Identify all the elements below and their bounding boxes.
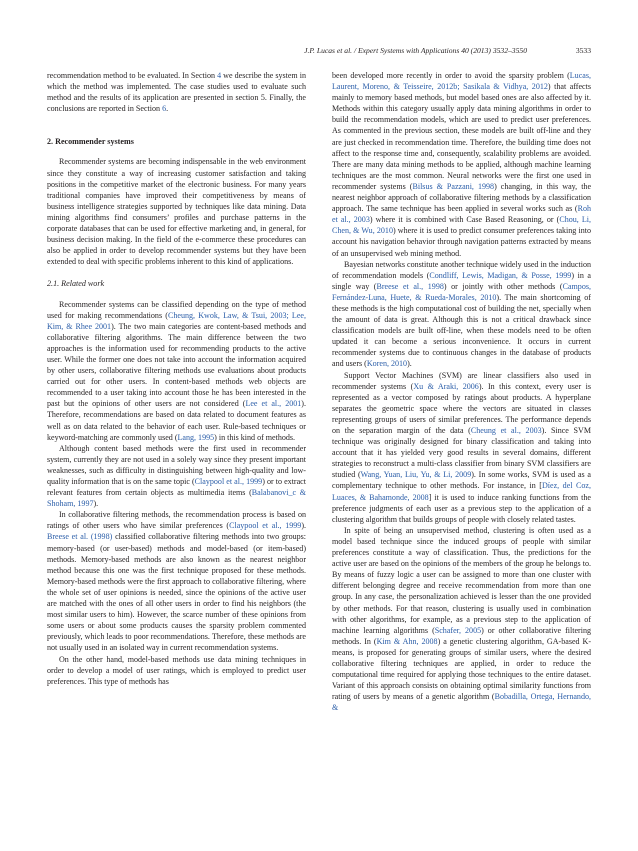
text-run: ) where it is used to predict consumer preferences taking into account his navigation behavior through navigation patterns extracted by means of an unsupervised web mining method. <box>332 226 591 258</box>
text-run: On the other hand, model-based methods use data mining techniques in order to develop a model of user ratings, which is employed to predict user preferences. This type of methods has <box>47 654 306 686</box>
page-number: 3533 <box>575 46 591 55</box>
citation-link[interactable]: Condliff, Lewis, Madigan, & Posse, 1999 <box>429 270 572 280</box>
citation-link[interactable]: Schafer, 2005 <box>434 625 482 635</box>
text-run: ) where it is combined with Case Based Reasoning, or ( <box>369 215 560 225</box>
related-work-paragraph-1 <box>47 299 306 443</box>
text-run: ] it is used to induce ranking functions from the preference judgments of each user as a previous step to the application of a clustering algorithm that builds groups of people with closely related tastes. <box>332 492 591 524</box>
citation-link[interactable]: Xu & Araki, 2006 <box>413 381 479 391</box>
citation-link[interactable]: Lee et al., 2001 <box>245 399 302 409</box>
related-work-paragraph-4 <box>47 654 306 687</box>
text-run: ). Since SVM technique was originally designed for binary classification and taking into account that it has yielded very good results in several domains, different strategies to reconstruct a multi-class classifier from binary SVM classifiers are studied ( <box>332 426 591 480</box>
text-run: ). The main shortcoming of these methods is the high computational cost of building the net, specially when the amount of data is great. Although this is not a critical drawback since classification models are built off-line, when these models need to be often updated it can become a serious inconvenience. It occurs in current recommender systems due to continuous changes in the database of products and users ( <box>332 292 591 369</box>
text-run: ) in this kind of methods. <box>214 432 296 442</box>
text-run: been developed more recently in order to avoid the sparsity problem ( <box>332 71 570 80</box>
text-run: Support Vector Machines (SVM) are linear classifiers also used in recommender systems ( <box>332 370 591 391</box>
text-run: . <box>166 104 169 114</box>
right-column <box>332 70 591 713</box>
running-header <box>47 46 591 58</box>
right-paragraph-2 <box>332 259 591 370</box>
text-run: ) or jointly with other methods ( <box>443 281 563 291</box>
text-run: ) a genetic clustering algorithm, GA-based K-means, is proposed for generating groups of similar users, where the desired collaborative filtering techniques are applied, in order to reduce the computational time required for applying those techniques to the entire dataset. Variant of this approach consists on obtaining optimal similarity functions from rating of users by means of a genetic algorithm ( <box>332 636 591 702</box>
text-run: classified collaborative filtering methods into two groups: memory-based (or user-based) methods and model-based (or item-based) methods. Memory-based methods are also known as the nearest neighbor method because this one was the first technique proposed for these methods. Memory-based methods were the first approach to collaborative filtering, where the whole set of user opinions is needed, since the opinions of the active user are matched with the ones of all other users in order to find his neighbors (the most similar users to him). However, the scarce number of these opinions from some users or about some products causes the sparsity problem commented previously, which leads to poor recommendations. Therefore, these methods are not usually used in an isolated way in current recommendation systems. <box>47 532 307 653</box>
text-run: ) or to extract relevant features from certain objects as multimedia items ( <box>47 477 306 498</box>
text-run: ). <box>301 521 307 531</box>
text-run: ) in a single way ( <box>332 270 591 291</box>
related-work-paragraph-3 <box>47 509 306 653</box>
intro-paragraph <box>47 70 306 114</box>
citation-link[interactable]: Chou, Li, Chen, & Wu, 2010 <box>332 215 591 236</box>
citation-link[interactable]: Bobadilla, Ortega, Hernando, & <box>332 692 592 713</box>
citation-link[interactable]: Koren, 2010 <box>366 359 408 369</box>
subsection-heading: 2.1. Related work <box>47 279 105 289</box>
right-paragraph-1 <box>332 70 591 259</box>
running-head: J.P. Lucas et al. / Expert Systems with Applications 40 (2013) 3532–3550 <box>304 46 527 55</box>
text-run: Recommender systems are becoming indispensable in the web environment since they constitute a way of increasing customer satisfaction and taking positions in the competitive market of the electronic business. For many years traditional companies have improved their competitiveness by means of business intelligence strategies supported by techniques like data mining. Data mining algorithms find consumers’ profiles and purchase patterns in the corporate databases that can be used for effective marketing and, in general, for business decision making. In the field of the e-commerce these procedures can also be applied in order to develop recommender systems but they have been extended to deal with specific problems inherent to this kind of applications. <box>47 157 306 267</box>
text-run: In spite of being an unsupervised method, clustering is often used as a model based technique since the induced groups of people with similar preferences constitute a way of classification. Thus, the predictions for the active user are based on the opinions of the members of the group he belongs to. By means of fuzzy logic a user can be assigned to more than one cluster with different belonging degree and receive recommendation from more than one group. In any case, the personalization achieved is lesser than the one provided by other methods. For that reason, clustering is usually used in combination with other algorithms, for example, as a previous step to the application of machine learning algorithms ( <box>332 525 591 635</box>
citation-link[interactable]: Díez, del Coz, Luaces, & Bahamonde, 2008 <box>332 481 591 502</box>
citation-link[interactable]: Lang, 1995 <box>177 432 215 442</box>
citation-link[interactable]: Lucas, Laurent, Moreno, & Teisseire, 2012b; Sasikala & Vidhya, 2012 <box>332 71 591 92</box>
text-run: Recommender systems can be classified depending on the type of method used for making recommendations ( <box>47 299 306 320</box>
text-run: Bayesian networks constitute another technique widely used in the induction of recommendation models ( <box>332 259 591 280</box>
text-run: ) or other collaborative filtering methods. In ( <box>332 625 591 646</box>
citation-link[interactable]: Claypool et al., 1999 <box>194 477 263 486</box>
text-run: ). Therefore, recommendations are based on data related to document features as well as on data related to the behavior of each user. Rule-based techniques or keyword-matching are commonly used ( <box>47 399 306 442</box>
section-paragraph <box>47 156 306 267</box>
citation-link[interactable]: Breese et al., 1998 <box>376 281 444 291</box>
text-run: In collaborative filtering methods, the recommendation process is based on ratings of other users who have similar preferences ( <box>47 510 306 531</box>
citation-link[interactable]: Balabanovi_c & Shoham, 1997 <box>47 488 307 509</box>
right-paragraph-4 <box>332 525 591 714</box>
citation-link[interactable]: Breese et al. (1998) <box>47 532 113 542</box>
citation-link[interactable]: Roh et al., 2003 <box>332 204 591 225</box>
text-run: recommendation method to be evaluated. In Section <box>47 71 218 80</box>
citation-link[interactable]: Wang, Yuan, Liu, Yu, & Li, 2009 <box>360 470 472 480</box>
citation-link[interactable]: 6 <box>162 104 167 114</box>
text-run: ) changing, in this way, the nearest neighbor approach of collaborative filtering methods by a classification approach. The same technique has been applied in several works such as ( <box>332 181 592 214</box>
citation-link[interactable]: Kim & Ahn, 2008 <box>376 636 438 646</box>
section-heading: 2. Recommender systems <box>47 137 134 147</box>
citation-link[interactable]: Cheung et al., 2003 <box>470 426 542 435</box>
text-run: ). The two main categories are content-based methods and collaborative filtering algorithms. The main difference between the two approaches is the information used for recommending products to the active user. While the former one does not take into account the information acquired by other users, collaborative filtering methods use evaluations about products carried out for other users. In content-based methods web objects are recommended to a user taking into account those he has been interested in the past but the opinions of other users are not considered ( <box>47 321 306 409</box>
text-run: ). In some works, SVM is used as a complementary technique to other methods. For instance, in [ <box>332 470 591 491</box>
citation-link[interactable]: Campos, Fernández-Luna, Huete, & Rueda-Morales, 2010 <box>332 281 591 302</box>
text-run: ) that affects mainly to memory based methods, but model based ones are also affected by it. Methods within this category usually apply data mining algorithms in order to build the recommendation models, which are used to predict user preferences. As commented in the previous section, these models are built off-line and they are just checked in recommendation time. Therefore, the building time does not affect to the response time and, consequently, scalability problems are avoided. There are many data mining methods to be applied, although machine learning techniques are the most common. Neural networks were the first one used in recommender systems ( <box>332 82 591 191</box>
citation-link[interactable]: Bilsus & Pazzani, 1998 <box>412 181 495 191</box>
text-run: ). <box>407 359 412 369</box>
text-run: we describe the system in which the method was implemented. The case studies used to evaluate such method and the results of its application are presented in section 5. Finally, the conclusions are reported in Section <box>47 71 307 114</box>
text-run: ). <box>93 499 99 509</box>
citation-link[interactable]: Claypool et al., 1999 <box>229 521 302 531</box>
citation-link[interactable]: Cheung, Kwok, Law, & Tsui, 2003; Lee, Kim, & Rhee 2001 <box>47 310 306 331</box>
right-paragraph-3 <box>332 370 591 525</box>
related-work-paragraph-2 <box>47 443 306 510</box>
citation-link[interactable]: 4 <box>217 71 222 80</box>
left-column <box>47 70 306 687</box>
text-run: ). In this context, every user is represented as a vector composed by ratings about products. A hyperplane separates the geometric space where the vectors are situated in classes representing groups of users of similar preferences. The performance depends on the separation margin of the data ( <box>332 381 591 435</box>
text-run: Although content based methods were the first used in recommender system, currently they are not used in a solely way since they present important weaknesses, such as difficulty in distinguishing between high-quality and low-quality information that is on the same topic ( <box>47 443 306 486</box>
